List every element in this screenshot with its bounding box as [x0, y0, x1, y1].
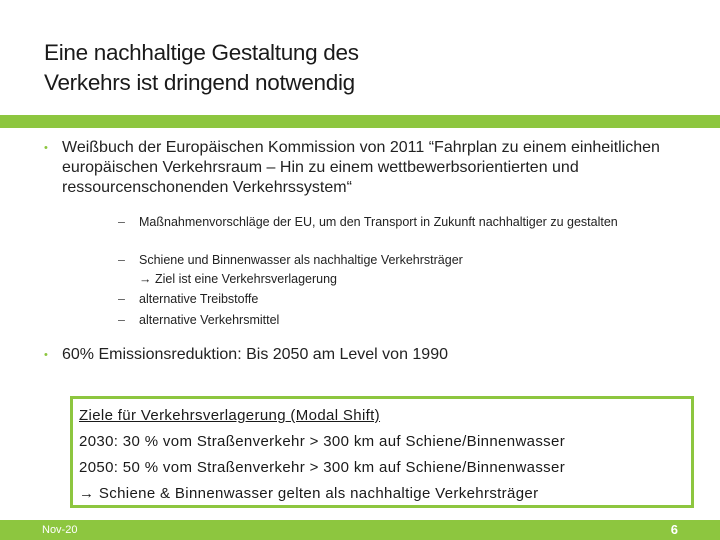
dash-icon: –	[118, 215, 125, 229]
bullet-text: 60% Emissionsreduktion: Bis 2050 am Level von 1990	[62, 346, 448, 363]
slide-title	[44, 38, 684, 98]
dash-icon: –	[118, 253, 125, 267]
box-line-conclusion: → Schiene & Binnenwasser gelten als nachhaltige Verkehrsträger	[79, 485, 539, 502]
box-heading: Ziele für Verkehrsverlagerung (Modal Shift)	[79, 407, 381, 424]
title-line-1: Eine nachhaltige Gestaltung des	[44, 40, 359, 65]
bullet-text: Weißbuch der Europäischen Kommission von 2011 “Fahrplan zu einem einheitlichen europäischen Verkehrsraum – Hin zu einem wettbewerbsorientierten und ressourcenschonenden Verkehrssystem“	[62, 139, 660, 196]
title-line-2: Verkehrs ist dringend notwendig	[44, 70, 355, 95]
box-line-2050: 2050: 50 % vom Straßenverkehr > 300 km auf Schiene/Binnenwasser	[79, 459, 566, 476]
modal-shift-box	[70, 396, 694, 508]
bullet-emissions	[44, 345, 664, 367]
footer-bar	[0, 520, 720, 540]
page-number: 6	[670, 522, 678, 537]
bullet-dot-icon: •	[44, 142, 48, 154]
box-line-2030: 2030: 30 % vom Straßenverkehr > 300 km auf Schiene/Binnenwasser	[79, 433, 566, 450]
sub-item-goal: → Ziel ist eine Verkehrsverlagerung	[139, 271, 338, 286]
dash-icon: –	[118, 292, 125, 306]
sub-item-text: Schiene und Binnenwasser als nachhaltige Verkehrsträger	[139, 253, 463, 267]
footer-date: Nov-20	[42, 524, 78, 536]
sub-item-text: Maßnahmenvorschläge der EU, um den Transport in Zukunft nachhaltiger zu gestalten	[139, 215, 618, 229]
sub-item-text: alternative Treibstoffe	[139, 292, 259, 306]
bullet-dot-icon: •	[44, 349, 48, 361]
bullet-whitepaper	[44, 138, 664, 202]
title-divider-bar	[0, 115, 720, 128]
sub-item-text: alternative Verkehrsmittel	[139, 313, 280, 327]
dash-icon: –	[118, 313, 125, 327]
